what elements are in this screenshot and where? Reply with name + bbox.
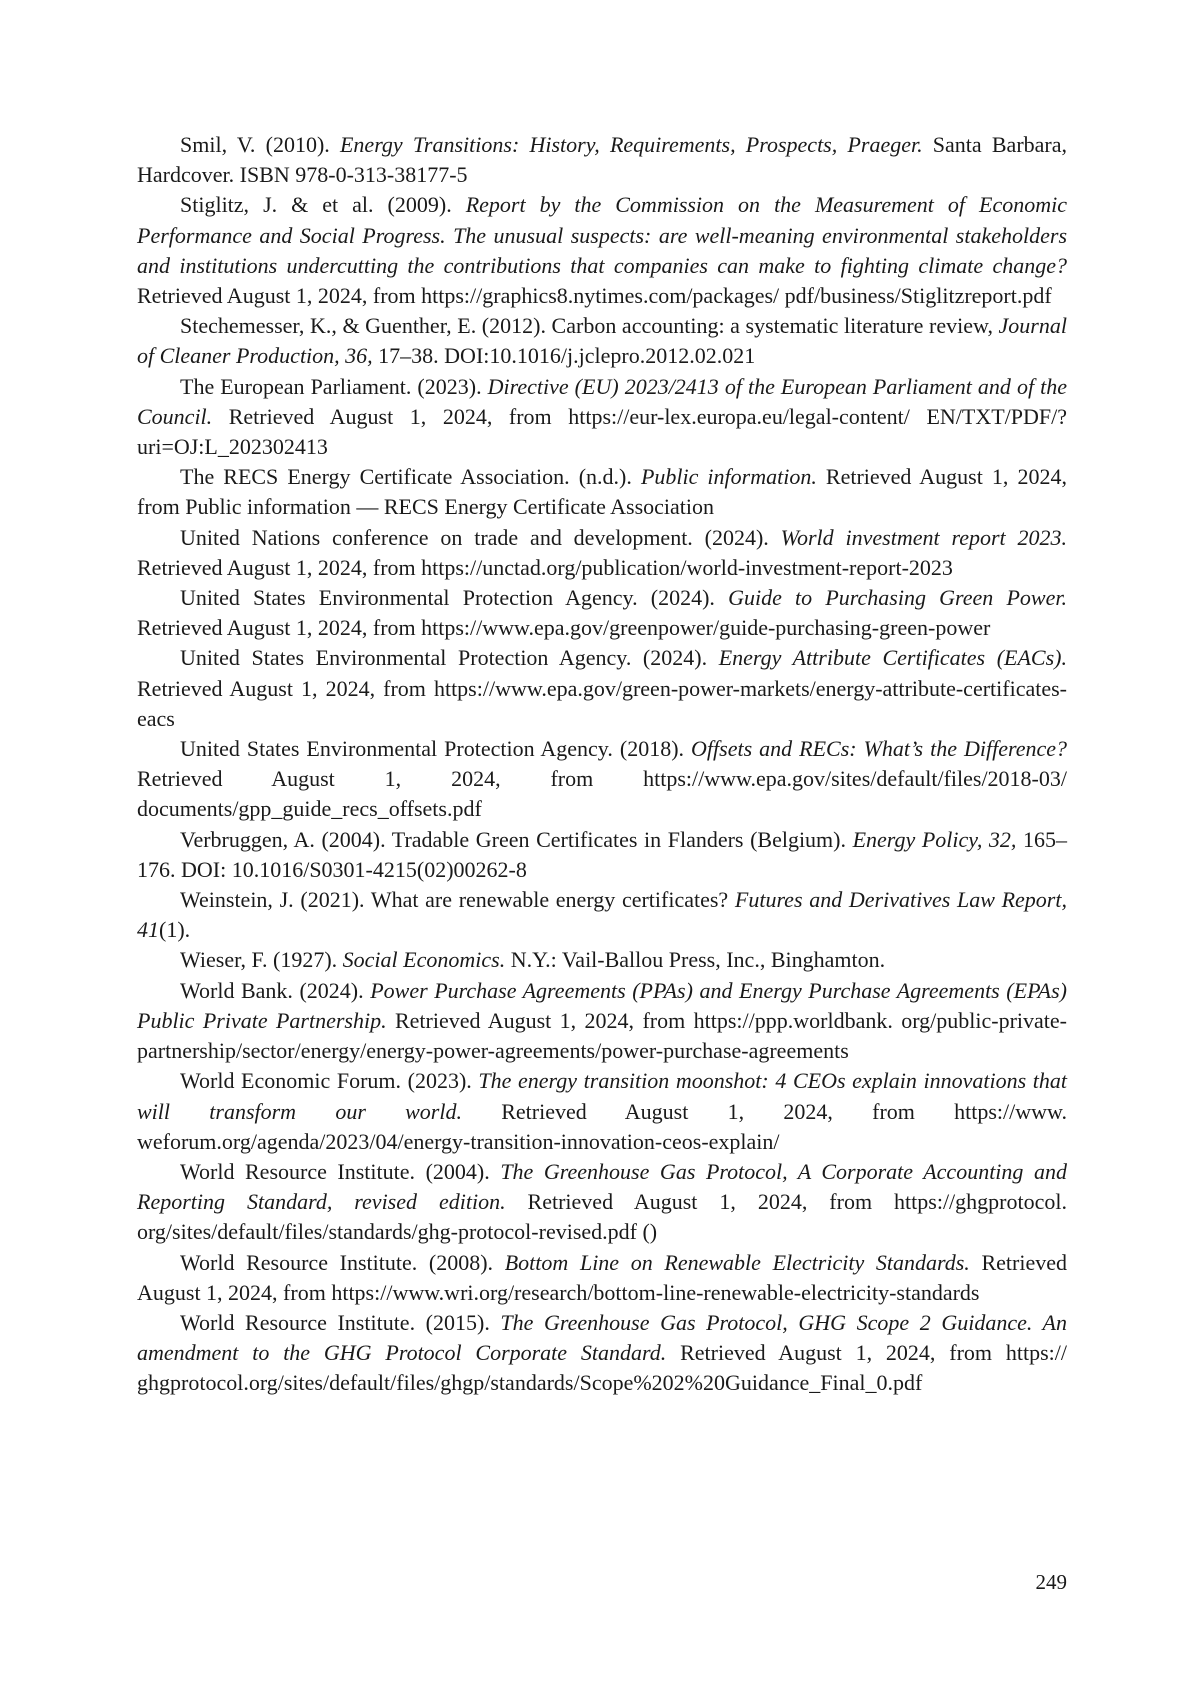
- reference-title: The Greenhouse Gas Protocol, A Corporate Accounting and Reporting Standard, revised edition.: [137, 1158, 1067, 1215]
- reference-text: World Resource Institute. (2008).: [180, 1249, 505, 1275]
- reference-entry: [137, 523, 1067, 583]
- reference-entry: [137, 130, 1067, 190]
- reference-text: Santa Barbara, Hardcover. ISBN 978-0-313-38177-5: [137, 132, 1068, 188]
- reference-text: United States Environmental Protection Agency. (2024).: [180, 585, 729, 611]
- reference-entry: [137, 734, 1067, 825]
- reference-text: Retrieved August 1, 2024, from https://www.epa.gov/greenpower/guide-purchasing-green-power: [137, 615, 991, 641]
- reference-list: [137, 130, 1067, 1399]
- reference-text: Retrieved August 1, 2024, from https://www.epa.gov/green-power-markets/energy-attribute-certificates-eacs: [137, 675, 1067, 731]
- reference-entry: [137, 462, 1067, 522]
- reference-text: Retrieved August 1, 2024, from https://www.wri.org/research/bottom-line-renewable-electricity-standards: [137, 1249, 1067, 1305]
- reference-entry: [137, 1308, 1067, 1399]
- reference-entry: [137, 1157, 1067, 1248]
- reference-title: Offsets and RECs: What’s the Difference?: [691, 736, 1068, 762]
- reference-title: Journal of Cleaner Production, 36,: [137, 313, 1067, 369]
- reference-title: Futures and Derivatives Law Report, 41: [137, 887, 1067, 943]
- reference-text: Retrieved August 1, 2024, from Public information — RECS Energy Certificate Association: [137, 464, 1067, 520]
- reference-text: Smil, V. (2010).: [180, 132, 340, 157]
- reference-title: World investment report 2023.: [780, 524, 1067, 550]
- reference-title: Guide to Purchasing Green Power.: [728, 585, 1067, 611]
- reference-text: United Nations conference on trade and development. (2024).: [180, 524, 781, 550]
- reference-entry: [137, 825, 1067, 885]
- reference-title: Energy Policy, 32,: [852, 826, 1017, 852]
- reference-text: 17–38. DOI:10.1016/j.jclepro.2012.02.021: [372, 343, 756, 369]
- reference-entry: [137, 1066, 1067, 1157]
- reference-text: Retrieved August 1, 2024, from https://eur-lex.europa.eu/legal-content/ EN/TXT/PDF/?uri=OJ:L_202302413: [137, 403, 1067, 460]
- reference-text: Retrieved August 1, 2024, from https://www. weforum.org/agenda/2023/04/energy-transition-innovation-ceos-explain/: [137, 1098, 1067, 1154]
- reference-title: Power Purchase Agreements (PPAs) and Energy Purchase Agreements (EPAs) Public Private Partnership.: [137, 977, 1067, 1033]
- reference-text: World Economic Forum. (2023).: [180, 1068, 479, 1094]
- reference-text: Stechemesser, K., & Guenther, E. (2012). Carbon accounting: a systematic literature review,: [180, 313, 999, 339]
- reference-entry: [137, 583, 1067, 643]
- reference-text: Wieser, F. (1927).: [180, 947, 343, 973]
- reference-text: (1).: [159, 917, 191, 943]
- reference-text: Retrieved August 1, 2024, from https://graphics8.nytimes.com/packages/ pdf/business/Stiglitzreport.pdf: [137, 283, 1052, 309]
- reference-entry: [137, 945, 1067, 975]
- reference-text: Stiglitz, J. & et al. (2009).: [180, 192, 466, 218]
- reference-entry: [137, 190, 1067, 311]
- reference-text: The European Parliament. (2023).: [180, 373, 488, 399]
- reference-title: The Greenhouse Gas Protocol, GHG Scope 2 Guidance. An amendment to the GHG Protocol Corporate Standard.: [137, 1309, 1067, 1366]
- reference-text: Retrieved August 1, 2024, from https://unctad.org/publication/world-investment-report-2023: [137, 554, 953, 580]
- reference-text: The RECS Energy Certificate Association. (n.d.).: [180, 464, 641, 490]
- reference-text: Verbruggen, A. (2004). Tradable Green Certificates in Flanders (Belgium).: [180, 826, 853, 852]
- reference-entry: [137, 311, 1067, 371]
- reference-entry: [137, 1248, 1067, 1308]
- reference-title: The energy transition moonshot: 4 CEOs explain innovations that will transform our world.: [137, 1068, 1067, 1124]
- reference-text: World Bank. (2024).: [180, 977, 371, 1003]
- reference-title: Public information.: [640, 464, 817, 490]
- reference-entry: [137, 885, 1067, 945]
- reference-text: N.Y.: Vail-Ballou Press, Inc., Binghamton.: [505, 947, 886, 973]
- reference-text: Retrieved August 1, 2024, from https:// ghgprotocol.org/sites/default/files/ghgp/standards/Scope%202%20Guidance_Final_0.pdf: [137, 1340, 1067, 1396]
- reference-title: Report by the Commission on the Measurement of Economic Performance and Social Progress. The unusual suspects: are well-meaning environmental stakeholders and institutions undercutting the contributions that companies can make to fighting climate change?: [137, 192, 1067, 278]
- page-number: 249: [1035, 1570, 1067, 1594]
- reference-title: Bottom Line on Renewable Electricity Standards.: [504, 1249, 970, 1275]
- reference-entry: [137, 643, 1067, 734]
- reference-entry: [137, 976, 1067, 1067]
- reference-text: Weinstein, J. (2021). What are renewable energy certificates?: [180, 887, 735, 913]
- reference-title: Social Economics.: [342, 947, 506, 973]
- reference-text: Retrieved August 1, 2024, from https://ppp.worldbank. org/public-private-partnership/sector/energy/energy-power-agreements/power-purchase-agreements: [137, 1007, 1067, 1064]
- reference-text: United States Environmental Protection Agency. (2018).: [180, 736, 692, 762]
- reference-title: Energy Transitions: History, Requirements, Prospects, Praeger.: [339, 132, 923, 157]
- reference-title: Directive (EU) 2023/2413 of the European Parliament and of the Council.: [137, 373, 1067, 429]
- reference-text: Retrieved August 1, 2024, from https://ghgprotocol. org/sites/default/files/standards/ghg-protocol-revised.pdf (): [137, 1189, 1067, 1245]
- reference-text: World Resource Institute. (2015).: [180, 1309, 501, 1335]
- reference-text: 165–176. DOI: 10.1016/S0301-4215(02)00262-8: [137, 826, 1067, 882]
- reference-text: World Resource Institute. (2004).: [180, 1158, 501, 1184]
- reference-text: Retrieved August 1, 2024, from https://www.epa.gov/sites/default/files/2018-03/ documents/gpp_guide_recs_offsets.pdf: [137, 766, 1067, 822]
- reference-text: United States Environmental Protection Agency. (2024).: [180, 645, 719, 671]
- reference-title: Energy Attribute Certificates (EACs).: [718, 645, 1067, 671]
- reference-entry: [137, 372, 1067, 463]
